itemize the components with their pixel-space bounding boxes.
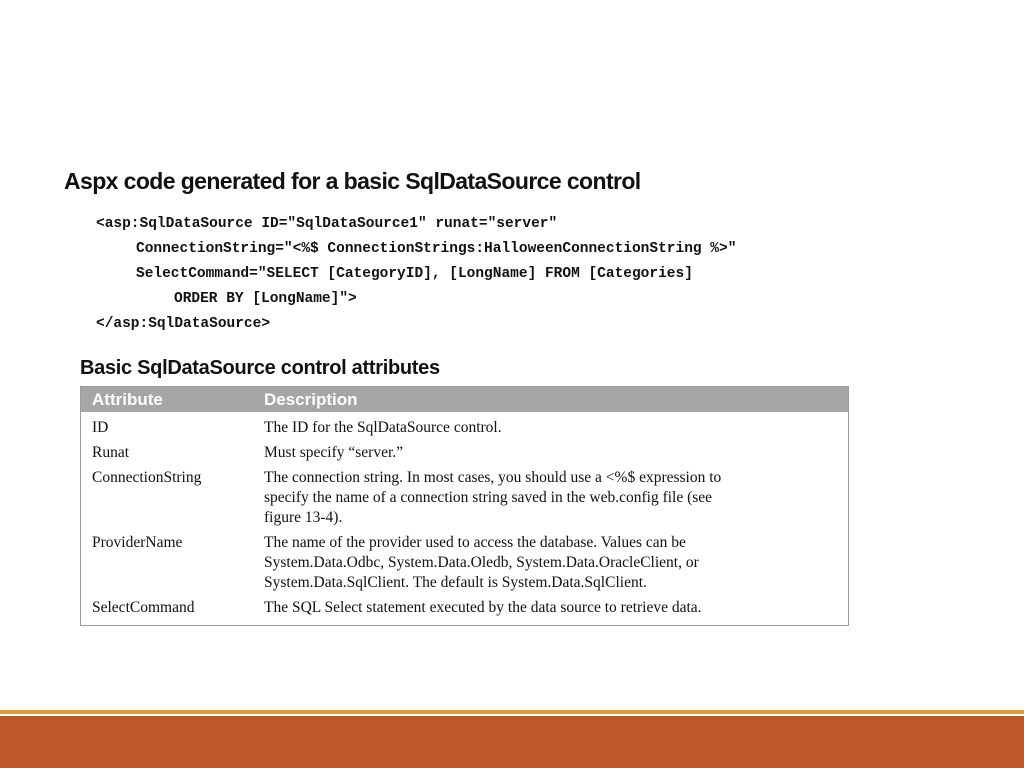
attribute-cell: ConnectionString (92, 469, 202, 486)
attribute-cell: Runat (92, 444, 130, 461)
table-row (81, 418, 848, 438)
code-line: ORDER BY [LongName]"> (174, 291, 357, 307)
description-cell (264, 533, 844, 593)
description-line: The name of the provider used to access the database. Values can be (264, 534, 686, 551)
description-line: The ID for the SqlDataSource control. (264, 419, 502, 436)
footer-band (0, 716, 1024, 768)
table-row (81, 598, 848, 618)
description-line: specify the name of a connection string saved in the web.config file (see (264, 489, 713, 506)
attribute-cell: SelectCommand (92, 599, 195, 616)
column-header-attribute: Attribute (92, 390, 163, 409)
description-line: The SQL Select statement executed by the data source to retrieve data. (264, 599, 702, 616)
description-line: System.Data.Odbc, System.Data.Oledb, System.Data.OracleClient, or (264, 554, 699, 571)
table-section-heading: Basic SqlDataSource control attributes (80, 357, 440, 379)
description-cell (264, 468, 844, 528)
description-line: System.Data.SqlClient. The default is System.Data.SqlClient. (264, 574, 647, 591)
code-line: <asp:SqlDataSource ID="SqlDataSource1" runat="server" (96, 216, 558, 232)
attribute-cell: ID (92, 419, 109, 436)
description-cell (264, 598, 844, 618)
table-row (81, 468, 848, 528)
attribute-cell: ProviderName (92, 534, 183, 551)
table-row (81, 533, 848, 593)
column-header-description: Description (264, 390, 358, 409)
code-line: </asp:SqlDataSource> (96, 316, 271, 332)
description-cell (264, 443, 844, 463)
table-row (81, 443, 848, 463)
code-block (96, 212, 736, 337)
code-line: ConnectionString="<%$ ConnectionStrings:HalloweenConnectionString %>" (136, 241, 737, 257)
description-cell (264, 418, 844, 438)
description-line: figure 13-4). (264, 509, 343, 526)
attributes-table (80, 386, 849, 626)
footer-accent-line (0, 710, 1024, 714)
description-line: Must specify “server.” (264, 444, 404, 461)
code-section-heading: Aspx code generated for a basic SqlDataSource control (64, 168, 641, 194)
code-line: SelectCommand="SELECT [CategoryID], [LongName] FROM [Categories] (136, 266, 693, 282)
description-line: The connection string. In most cases, you should use a <%$ expression to (264, 469, 722, 486)
table-header-row (81, 387, 848, 412)
